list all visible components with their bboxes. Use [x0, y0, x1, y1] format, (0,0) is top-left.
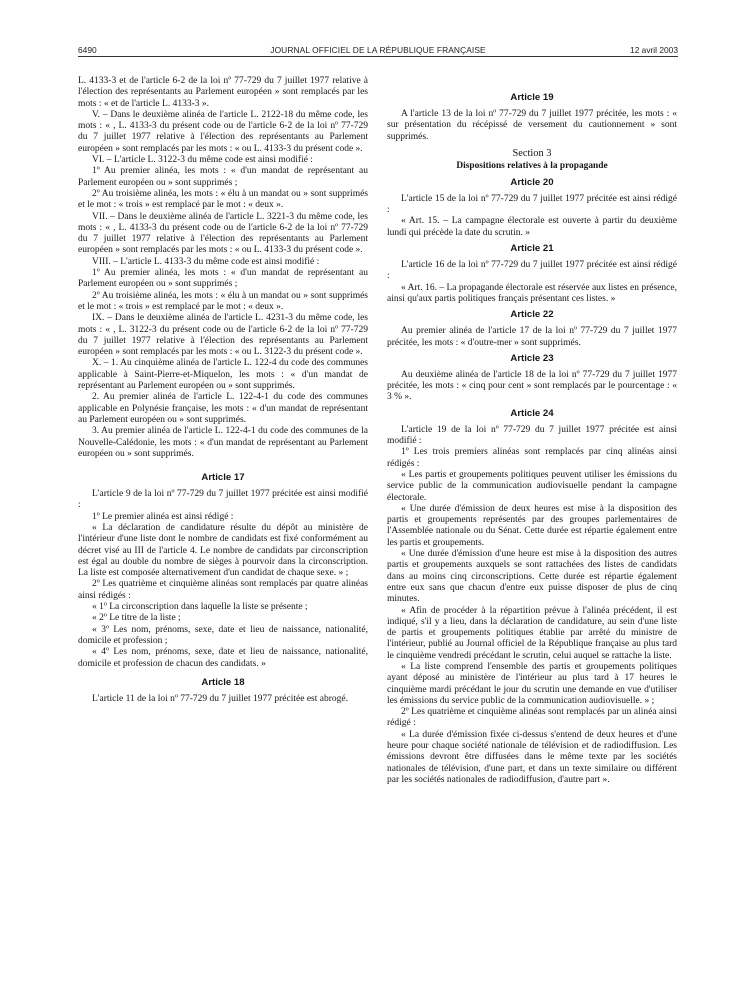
paragraph: « Une durée d'émission d'une heure est mise à la disposition des autres partis et groupements auxquels se sont rattachées des listes de candidats dans au moins cinq circonscriptions. Cette durée est répartie également entre eux sans que chacun d'entre eux puisse disposer de plus de cinq minutes.	[387, 549, 677, 605]
article-23-heading: Article 23	[510, 352, 554, 364]
article-24	[387, 408, 677, 787]
paragraph: 3. Au premier alinéa de l'article L. 122-4-1 du code des communes de la Nouvelle-Calédonie, les mots : « d'un mandat de représentant au Parlement européen ou » sont supprimés.	[78, 426, 368, 459]
paragraph: 2º Les quatrième et cinquième alinéas sont remplacés par un alinéa ainsi rédigé :	[387, 707, 677, 729]
page-number: 6490	[78, 45, 97, 55]
paragraph: A l'article 13 de la loi nº 77-729 du 7 juillet 1977 précitée, les mots : « sur présentation du récépissé de versement du cautionnement » sont supprimés.	[387, 109, 677, 142]
section-heading: Section 3	[512, 147, 552, 159]
paragraph: VI. – L'article L. 3122-3 du même code est ainsi modifié :	[92, 155, 313, 166]
paragraph: « 4º Les nom, prénoms, sexe, date et lieu de naissance, nationalité, domicile et profession de chacun des candidats. »	[78, 647, 368, 669]
journal-title: JOURNAL OFFICIEL DE LA RÉPUBLIQUE FRANÇAISE	[270, 45, 486, 55]
section-3	[387, 148, 677, 172]
paragraph: « Art. 15. – La campagne électorale est ouverte à partir du deuxième lundi qui précède la date du scrutin. »	[387, 216, 677, 238]
article-24-heading: Article 24	[510, 407, 554, 419]
article-21	[387, 243, 677, 305]
paragraph: « 2º Le titre de la liste ;	[92, 613, 181, 624]
continued-text	[78, 76, 368, 460]
article-17-heading: Article 17	[201, 472, 245, 484]
paragraph: « Une durée d'émission de deux heures est mise à la disposition des partis et groupements représentés par des groupes parlementaires de l'Assemblée nationale ou du Sénat. Cette durée est répartie également entre les partis et groupements.	[387, 503, 677, 548]
publication-date: 12 avril 2003	[630, 45, 678, 55]
section-subtitle: Dispositions relatives à la propagande	[456, 160, 608, 171]
paragraph: 2º Au troisième alinéa, les mots : « élu à un mandat ou » sont supprimés et le mot : « trois » est remplacé par le mot : « deux ».	[78, 188, 368, 211]
paragraph: 2º Les quatrième et cinquième alinéas sont remplacés par quatre alinéas ainsi rédigés :	[78, 579, 368, 601]
paragraph: V. – Dans le deuxième alinéa de l'article L. 2122-18 du même code, les mots : « , L. 4133-3 du présent code ou de l'article 6-2 de la loi nº 77-729 du 7 juillet 1977 relative à l'élection des représentants au Parlement européen » sont remplacés par les mots : « ou L. 4133-3 du présent code ».	[78, 109, 368, 154]
paragraph: L. 4133-3 et de l'article 6-2 de la loi nº 77-729 du 7 juillet 1977 relative à l'élection des représentants au Parlement européen » sont remplacés par les mots : « et de l'article L. 4133-3 ».	[78, 76, 368, 109]
paragraph: « La déclaration de candidature résulte du dépôt au ministère de l'intérieur d'une liste dont le nombre de candidats est fixé conformément au décret visé au III de l'article 4. Le nombre de candidats par circonscription est égal au double du nombre de sièges à pourvoir dans la circonscription. La liste est composée alternativement d'un candidat de chaque sexe. » ;	[78, 522, 368, 579]
paragraph: L'article 15 de la loi nº 77-729 du 7 juillet 1977 précitée est ainsi rédigé :	[387, 193, 677, 216]
paragraph: « Afin de procéder à la répartition prévue à l'alinéa précédent, il est indiqué, s'il y a lieu, dans la déclaration de candidature, au sein d'une liste de partis et groupements politiques établie par arrêté du ministre de l'intérieur, publié au Journal officiel de la République française au plus tard le cinquième vendredi précédant le scrutin, celui auquel se rattache la liste.	[387, 605, 677, 661]
paragraph: X. – 1. Au cinquième alinéa de l'article L. 122-4 du code des communes applicable à Saint-Pierre-et-Miquelon, les mots : « d'un mandat de représentant au Parlement européen ou » sont supprimés.	[78, 358, 368, 392]
paragraph: 2. Au premier alinéa de l'article L. 122-4-1 du code des communes applicable en Polynésie française, les mots : « d'un mandat de représentant au Parlement européen ou » sont supprimés.	[78, 392, 368, 425]
article-20	[387, 177, 677, 239]
paragraph: « Les partis et groupements politiques peuvent utiliser les émissions du service public de la communication audiovisuelle pendant la campagne électorale.	[387, 469, 677, 503]
left-column	[78, 76, 368, 705]
article-23	[387, 353, 677, 404]
article-19-heading: Article 19	[510, 92, 554, 103]
article-20-heading: Article 20	[510, 176, 554, 188]
article-17	[78, 472, 368, 670]
paragraph: VIII. – L'article L. 4133-3 du même code est ainsi modifié :	[92, 256, 320, 267]
article-18	[78, 677, 368, 705]
paragraph: VII. – Dans le deuxième alinéa de l'article L. 3221-3 du même code, les mots : « , L. 4133-3 du présent code ou de l'article 6-2 de la loi nº 77-729 du 7 juillet 1977 relative à l'élection des représentants au Parlement européen » sont remplacés par les mots : « ou L. 4133-3 du présent code ».	[78, 211, 368, 256]
article-22-heading: Article 22	[510, 309, 554, 321]
article-18-heading: Article 18	[201, 676, 245, 688]
paragraph: 1º Le premier alinéa est ainsi rédigé :	[92, 511, 234, 522]
paragraph: « La liste comprend l'ensemble des partis et groupements politiques ayant déposé au ministère de l'intérieur au plus tard à 17 heures le cinquième mardi précédant le jour du scrutin une demande en vue d'utiliser les émissions du service public de la communication audiovisuelle. » ;	[387, 661, 677, 706]
page-header	[78, 41, 678, 57]
paragraph: « La durée d'émission fixée ci-dessus s'entend de deux heures et d'une heure pour chaque société nationale de télévision et de radiodiffusion. Les émissions devront être diffusées dans le même texte par les sociétés nationales de télévision, d'une part, et dans un texte similaire ou différent par les sociétés nationales de radiodiffusion, d'autre part ».	[387, 729, 677, 785]
article-19	[387, 92, 677, 143]
paragraph: L'article 9 de la loi nº 77-729 du 7 juillet 1977 précitée est ainsi modifié :	[78, 489, 368, 511]
article-22	[387, 309, 677, 349]
article-21-heading: Article 21	[510, 243, 554, 255]
right-column	[387, 76, 677, 786]
paragraph: L'article 11 de la loi nº 77-729 du 7 juillet 1977 précitée est abrogé.	[92, 693, 348, 704]
paragraph: « Art. 16. – La propagande électorale est réservée aux listes en présence, ainsi qu'aux partis politiques français présentant ces listes. »	[387, 282, 677, 304]
paragraph: Au premier alinéa de l'article 17 de la loi nº 77-729 du 7 juillet 1977 précitée, les mots : « d'outre-mer » sont supprimés.	[387, 326, 677, 348]
paragraph: Au deuxième alinéa de l'article 18 de la loi nº 77-729 du 7 juillet 1977 précitée, les mots : « cinq pour cent » sont remplacés par le pourcentage : « 3 % ».	[387, 369, 677, 403]
paragraph: 2º Au troisième alinéa, les mots : « élu à un mandat ou » sont supprimés et le mot : « trois » est remplacé par le mot : « deux ».	[78, 290, 368, 312]
paragraph: « 3º Les nom, prénoms, sexe, date et lieu de naissance, nationalité, domicile et profession ;	[78, 624, 368, 646]
paragraph: L'article 19 de la loi nº 77-729 du 7 juillet 1977 précitée est ainsi modifié :	[387, 424, 677, 447]
header-rule	[78, 56, 678, 57]
paragraph: 1º Au premier alinéa, les mots : « d'un mandat de représentant au Parlement européen ou » sont supprimés ;	[78, 268, 368, 290]
paragraph: 1º Les trois premiers alinéas sont remplacés par cinq alinéas ainsi rédigés :	[387, 447, 677, 469]
paragraph: 1º Au premier alinéa, les mots : « d'un mandat de représentant au Parlement européen ou » sont supprimés ;	[78, 166, 368, 188]
paragraph: L'article 16 de la loi nº 77-729 du 7 juillet 1977 précitée est ainsi rédigé :	[387, 260, 677, 282]
paragraph: IX. – Dans le deuxième alinéa de l'article L. 4231-3 du même code, les mots : « , L. 3122-3 du présent code ou de l'article 6-2 de la loi nº 77-729 du 7 juillet 1977 relative à l'élection des représentants au Parlement européen » sont remplacés par les mots : « ou L. 3122-3 du présent code ».	[78, 313, 368, 358]
paragraph: « 1º La circonscription dans laquelle la liste se présente ;	[92, 602, 308, 613]
